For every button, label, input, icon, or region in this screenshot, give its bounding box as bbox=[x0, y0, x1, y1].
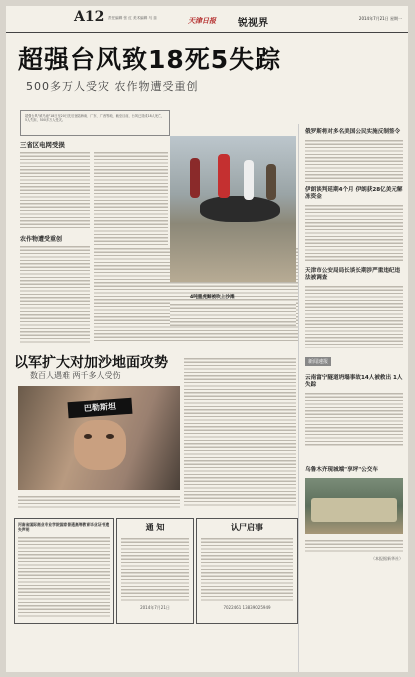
gaza-article-text bbox=[184, 356, 296, 506]
notice-box bbox=[116, 518, 194, 624]
sidebar-text bbox=[305, 391, 403, 447]
sidebar-text bbox=[305, 203, 403, 263]
gaza-headline: 以军扩大对加沙地面攻势 bbox=[14, 355, 168, 371]
sidebar-title-tianjin: 天津市公安局局长谈长期涉严重违纪违法被调查 bbox=[305, 268, 401, 281]
sidebar-news bbox=[298, 124, 408, 672]
headband: 巴勒斯坦 bbox=[68, 398, 133, 418]
whale-caption: 4吨重虎鲸被吹上沙滩 bbox=[190, 295, 235, 300]
lead-text: 超强台风"威马逊"18日至20日先后登陆海南、广东、广西等地，截至目前，台风已造成18人死亡，5人失踪，500多万人受灾。 bbox=[25, 114, 165, 123]
newspaper-page bbox=[6, 6, 408, 672]
sidebar-title-russia: 俄罗斯将对多名美国公民实施反制签令 bbox=[305, 129, 401, 135]
bus-body bbox=[311, 498, 397, 522]
subheading-crops: 农作物遭受重创 bbox=[20, 236, 63, 243]
source-credit: （本报据新华社） bbox=[371, 556, 403, 561]
page-number: A12 bbox=[74, 9, 105, 25]
page-header bbox=[6, 6, 408, 33]
sidebar-text bbox=[305, 284, 403, 348]
notice-title: 通 知 bbox=[145, 523, 165, 532]
sidebar-text bbox=[305, 138, 403, 182]
bus-caption-text bbox=[305, 538, 403, 554]
whale-shape bbox=[200, 196, 280, 222]
sidebar-title-iran: 伊朗谈判延期4个月 伊朗获28亿美元解冻资金 bbox=[305, 187, 403, 200]
main-subhead: 500多万人受灾 农作物遭受重创 bbox=[26, 80, 199, 93]
notice-text bbox=[121, 536, 189, 602]
person-figure bbox=[218, 154, 230, 198]
gaza-caption bbox=[18, 494, 180, 510]
editor-info: 责任编辑 张 红 美术编辑 马 蕊 bbox=[108, 16, 157, 20]
body-claim-notice bbox=[196, 518, 298, 624]
issue-date: 2014年7月21日 星期一 bbox=[358, 16, 402, 21]
subheading-grid: 三省区电网受损 bbox=[20, 141, 65, 149]
body-claim-title: 认尸启事 bbox=[231, 523, 263, 532]
gaza-subhead: 数百人遇难 两千多人受伤 bbox=[30, 371, 121, 380]
article-body-3 bbox=[20, 244, 90, 344]
main-headline: 超强台风致18死5失踪 bbox=[18, 45, 282, 74]
whale-photo bbox=[170, 136, 296, 282]
notice-date: 2014年7月21日 bbox=[140, 605, 170, 610]
legal-notice-text bbox=[18, 535, 110, 619]
legal-notice bbox=[14, 518, 114, 624]
whale-caption-text bbox=[170, 302, 296, 326]
person-figure bbox=[190, 158, 200, 198]
person-figure bbox=[266, 164, 276, 200]
newspaper-brand: 天津日报 bbox=[188, 17, 216, 25]
bus-photo bbox=[305, 478, 403, 534]
sidebar-title-bus: 乌鲁木齐现城端"享坪"公交车 bbox=[305, 467, 378, 473]
section-name: 锐视界 bbox=[238, 18, 268, 29]
news-brief-label: 新闻速报 bbox=[305, 357, 331, 366]
body-claim-phone: 7022461 13839025949 bbox=[223, 605, 271, 610]
person-figure bbox=[244, 160, 254, 200]
lead-box bbox=[20, 110, 170, 136]
article-body-1 bbox=[20, 150, 90, 230]
sidebar-title-yunnan: 云南富宁隧道坍塌事故14人被救出 1人失踪 bbox=[305, 375, 403, 388]
body-claim-text bbox=[201, 536, 293, 602]
child-face bbox=[74, 420, 126, 470]
gaza-photo bbox=[18, 386, 180, 490]
eye bbox=[84, 434, 92, 439]
legal-notice-title: 河南省国际商业专业学院国家普通高等教育毕业证书遗失声明 bbox=[18, 522, 110, 532]
eye bbox=[106, 434, 114, 439]
